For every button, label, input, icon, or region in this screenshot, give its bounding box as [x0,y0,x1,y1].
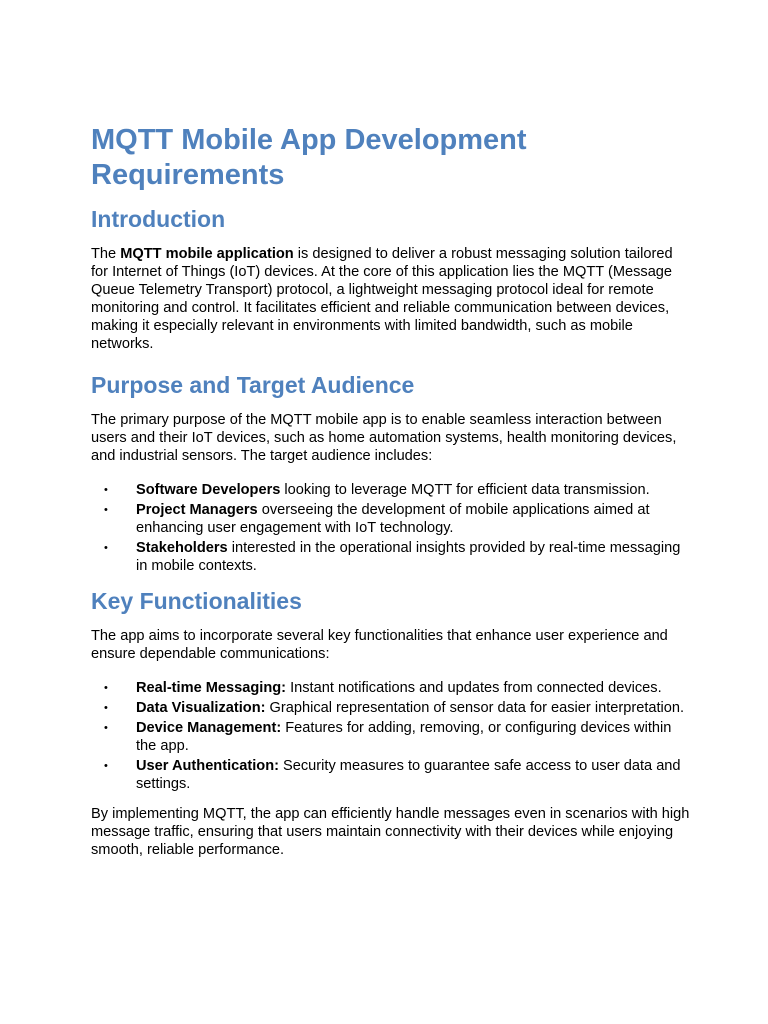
bullet-icon: • [104,702,108,714]
bullet-icon: • [104,682,108,694]
closing-paragraph: By implementing MQTT, the app can efficiently handle messages even in scenarios with high message traffic, ensuring that users maintain connectivity with their devices while enjoying smooth, reliable performance. [91,806,690,858]
bullet-icon: • [104,760,108,772]
intro-bold-term: MQTT mobile application [120,246,294,262]
introduction-heading: Introduction [91,206,226,232]
introduction-section [91,205,691,353]
list-item-bold: Stakeholders [136,540,228,556]
list-item-text: interested in the operational insights provided by real-time messaging in mobile contexts. [136,540,681,574]
list-item [91,539,691,575]
bullet-icon: • [104,722,108,734]
bullet-icon: • [104,484,108,496]
list-item-text: Graphical representation of sensor data for easier interpretation. [265,700,685,716]
list-item-bold: User Authentication: [136,758,279,774]
list-item [91,757,691,793]
list-item-text: looking to leverage MQTT for efficient data transmission. [280,482,650,498]
functionalities-heading: Key Functionalities [91,588,302,614]
list-item [91,719,691,755]
intro-rest: is designed to deliver a robust messaging solution tailored for Internet of Things (IoT) devices. At the core of this application lies the MQTT (Message Queue Telemetry Transport) protocol, a lightweight messaging protocol ideal for remote monitoring and control. It facilitates efficient and reliable communication between devices, making it especially relevant in environments with limited bandwidth, such as mobile networks. [91,246,673,352]
list-item-bold: Software Developers [136,482,281,498]
introduction-paragraph [91,245,691,353]
list-item-bold: Data Visualization: [136,700,266,716]
list-item [91,501,691,537]
functionalities-paragraph: The app aims to incorporate several key functionalities that enhance user experience and ensure dependable communications: [91,628,668,662]
purpose-heading: Purpose and Target Audience [91,372,415,398]
list-item-bold: Real-time Messaging: [136,680,287,696]
list-item [91,481,691,499]
list-item-text: Instant notifications and updates from connected devices. [286,680,662,696]
list-item-bold: Project Managers [136,502,258,518]
list-item-bold: Device Management: [136,720,282,736]
functionalities-list [91,679,691,793]
document-title: MQTT Mobile App Development Requirements [91,124,527,191]
audience-list [91,481,691,575]
list-item-text: Features for adding, removing, or configuring devices within the app. [136,720,672,754]
purpose-section [91,371,691,575]
intro-prefix: The [91,246,121,262]
list-item [91,679,691,697]
bullet-icon: • [104,542,108,554]
document-page [91,123,691,877]
bullet-icon: • [104,504,108,516]
functionalities-section [91,587,691,859]
list-item-text: overseeing the development of mobile applications aimed at enhancing user engagement with IoT technology. [136,502,650,536]
purpose-paragraph: The primary purpose of the MQTT mobile app is to enable seamless interaction between users and their IoT devices, such as home automation systems, health monitoring devices, and industrial sensors. The target audience includes: [91,412,677,464]
list-item-text: Security measures to guarantee safe access to user data and settings. [136,758,681,792]
list-item [91,699,691,717]
